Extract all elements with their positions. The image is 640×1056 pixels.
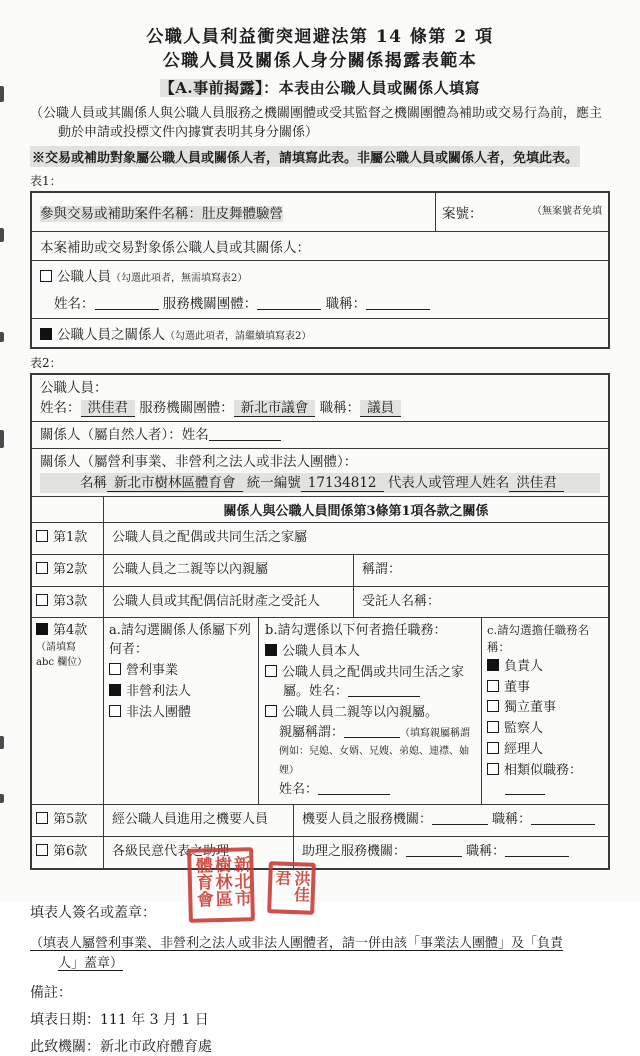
- row4-col-b: [259, 618, 482, 804]
- col-c-heading: c.請勾選擔任職務名稱：: [487, 623, 590, 655]
- table2: [30, 373, 610, 870]
- entity-uid-value: 17134812: [301, 475, 384, 492]
- row3-text: 公職人員或其配偶信託財產之受託人: [104, 587, 354, 618]
- kin-title-note: （填寫親屬稱謂例如：兒媳、女婿、兄嫂、弟媳、連襟、妯娌）: [279, 727, 471, 777]
- scan-artifact: [0, 86, 4, 102]
- scan-artifact: [0, 332, 4, 342]
- table1-case-row: [32, 193, 608, 231]
- relation-table: [32, 496, 608, 868]
- row3-no: 第3款: [53, 593, 88, 609]
- col-c-opt6-label: 相類似職務：: [504, 762, 583, 778]
- scan-artifact: [0, 794, 4, 803]
- col-c-opt2-checkbox[interactable]: [487, 680, 499, 692]
- instruction-line1: （公職人員或其關係人與公職人員服務之機關團體或受其監督之機關團體為補助或交易行為前，應主: [30, 105, 603, 121]
- col-c-opt5-label: 經理人: [504, 742, 544, 758]
- col-c-opt2-label: 董事: [504, 679, 531, 695]
- instruction-line2: 動於申請或投標文件內據實表明其身分關係）: [58, 125, 319, 141]
- row6-org-blank[interactable]: [406, 844, 462, 857]
- relation-header-empty-cell: [32, 497, 104, 522]
- related-person-checkbox[interactable]: [40, 328, 52, 340]
- row5-extra2-label: 職稱：: [492, 811, 532, 827]
- name-field-blank[interactable]: [95, 297, 159, 310]
- natural-person-name-blank[interactable]: [209, 428, 281, 441]
- col-c-opt4-checkbox[interactable]: [487, 721, 499, 733]
- col-c-opt6-blank[interactable]: [505, 782, 545, 795]
- col-b-opt3-label: 公職人員二親等以內親屬。: [282, 704, 439, 720]
- col-c-opt3-checkbox[interactable]: [487, 700, 499, 712]
- case-number-cell: [436, 193, 608, 231]
- col-a-heading: a.請勾選關係人係屬下列何者：: [109, 623, 251, 658]
- remark-label: 備註：: [30, 985, 72, 1002]
- col-c-opt5-checkbox[interactable]: [487, 742, 499, 754]
- entity-heading: 關係人（屬營利事業、非營利之法人或非法人團體）：: [40, 454, 358, 471]
- col-a-opt1-label: 營利事業: [126, 663, 179, 679]
- table1-related-option-row: [32, 318, 608, 347]
- col-b-opt2-label: 公職人員之配偶或共同生活之家屬。姓名：: [282, 665, 465, 699]
- col-b-opt1-checkbox[interactable]: [265, 644, 277, 656]
- related-option-label: 公職人員之關係人: [57, 326, 165, 343]
- row5-org-blank[interactable]: [432, 812, 488, 825]
- col-b-opt2-name-blank[interactable]: [348, 684, 420, 697]
- entity-rep-label: 代表人或管理人姓名: [387, 474, 510, 491]
- row5-extra1-label: 機要人員之服務機關：: [302, 811, 433, 827]
- official-org-value: 新北市議會: [234, 400, 316, 417]
- disclosure-type-rest: ：本表由公職人員或關係人填寫: [263, 78, 481, 97]
- row6-text: 各級民意代表之助理: [104, 837, 294, 868]
- col-c-opt1-checkbox[interactable]: [487, 659, 499, 671]
- row3-extra-label: 受託人名稱：: [362, 593, 441, 609]
- relation-header-row: [32, 497, 608, 522]
- case-name-label: 參與交易或補助案件名稱：: [40, 205, 202, 222]
- related-option-note: （勾選此項者，請繼續填寫表2）: [165, 330, 312, 342]
- organization-seal-text: 新北市樹林區體育會: [191, 854, 252, 908]
- case-number-note: （無案號者免填: [532, 205, 602, 217]
- kin-title-blank[interactable]: [344, 725, 400, 738]
- organization-seal-stamp: [187, 847, 255, 923]
- row4-col-a: [104, 618, 259, 804]
- row6-title-blank[interactable]: [505, 844, 569, 857]
- entity-name-value: 新北市樹林區體育會: [107, 475, 243, 492]
- filing-notice: ※交易或補助對象屬公職人員或關係人者，請填寫此表。非屬公職人員或關係人者，免填此表。: [30, 146, 580, 167]
- relation-header-title: 關係人與公職人員間係第3條第1項各款之關係: [223, 503, 489, 519]
- org-field-blank[interactable]: [257, 297, 321, 310]
- row4-checkbox[interactable]: [36, 623, 48, 635]
- addressed-agency-line: 此致機關：新北市政府體育處: [30, 1039, 212, 1056]
- row2-no: 第2款: [53, 561, 88, 577]
- row4-note1: （請填寫: [36, 642, 76, 654]
- title-field-label: 職稱：: [325, 295, 367, 312]
- row6-extra1-label: 助理之服務機關：: [302, 843, 407, 859]
- col-b-opt1-label: 公職人員本人: [282, 644, 361, 660]
- row1-checkbox[interactable]: [36, 530, 48, 542]
- official-option-note: （勾選此項者，無需填寫表2）: [111, 272, 248, 284]
- col-b-name-label: 姓名：: [279, 782, 319, 798]
- relation-row-2: [32, 554, 608, 586]
- signature-note-line2: 人」蓋章）: [58, 956, 124, 972]
- official-org-label: 服務機關團體：: [139, 399, 234, 416]
- row2-text: 公職人員之二親等以內親屬: [104, 555, 354, 586]
- col-a-opt3-label: 非法人團體: [126, 704, 192, 720]
- row1-no: 第1款: [53, 529, 88, 545]
- col-c-opt4-label: 監察人: [504, 721, 544, 737]
- col-a-opt1-checkbox[interactable]: [109, 663, 121, 675]
- relation-row-5: [32, 804, 608, 836]
- row2-checkbox[interactable]: [36, 562, 48, 574]
- entity-section: [32, 448, 608, 496]
- natural-person-label: 關係人（屬自然人者）：姓名: [40, 427, 209, 444]
- col-c-opt3-label: 獨立董事: [504, 700, 557, 716]
- row6-no: 第6款: [53, 843, 88, 859]
- signature-label: 填表人簽名或蓋章：: [30, 904, 156, 921]
- instruction-paren-note: [30, 104, 610, 143]
- row5-text: 經公職人員進用之機要人員: [104, 805, 294, 836]
- natural-person-section: [32, 421, 608, 448]
- col-c-opt6-checkbox[interactable]: [487, 763, 499, 775]
- official-info-line: [40, 398, 600, 418]
- official-option-label: 公職人員: [57, 268, 111, 285]
- official-fields-line: [40, 292, 600, 312]
- row1-text: 公職人員之配偶或共同生活之家屬: [112, 529, 308, 545]
- fill-date-line: 填表日期：111 年 3 月 1 日: [30, 1012, 209, 1029]
- col-b-opt3-checkbox[interactable]: [265, 705, 277, 717]
- relation-row-3: [32, 586, 608, 618]
- col-a-opt2-label: 非營利法人: [126, 683, 192, 699]
- official-heading: 公職人員：: [40, 379, 108, 396]
- table1: [30, 191, 610, 349]
- official-name-value: 洪佳君: [81, 400, 136, 417]
- official-title-value: 議員: [360, 400, 401, 417]
- form-footer: [30, 854, 610, 1056]
- signature-note: [30, 934, 610, 976]
- table2-label: 表2：: [30, 355, 62, 370]
- personal-seal-stamp: [267, 861, 316, 915]
- col-a-opt3-checkbox[interactable]: [109, 705, 121, 717]
- doc-subtitle: [30, 77, 610, 98]
- title-field-blank[interactable]: [366, 297, 430, 310]
- table1-target-row: 本案補助或交易對象係公職人員或其關係人：: [32, 231, 608, 260]
- row4-note2: abc 欄位）: [36, 656, 88, 668]
- name-field-label: 姓名：: [54, 295, 95, 312]
- row4-no: 第4款: [53, 623, 88, 639]
- row6-checkbox[interactable]: [36, 844, 48, 856]
- doc-title-line1: 公職人員利益衝突迴避法第 14 條第 2 項: [146, 27, 494, 47]
- relation-row-1: [32, 522, 608, 554]
- disclosure-type-tag: 【A.事前揭露】: [159, 78, 264, 97]
- case-name-cell: [32, 193, 436, 231]
- row6-extra2-label: 職稱：: [466, 843, 506, 859]
- row5-no: 第5款: [53, 811, 88, 827]
- row3-checkbox[interactable]: [36, 594, 48, 606]
- entity-rep-value: 洪佳君: [509, 475, 564, 492]
- official-option-line: [40, 265, 600, 285]
- scan-artifact: [0, 736, 4, 749]
- table1-official-option-row: [32, 260, 608, 318]
- row5-title-blank[interactable]: [531, 812, 595, 825]
- relation-row-6: [32, 836, 608, 868]
- col-c-opt1-label: 負責人: [504, 658, 544, 674]
- col-b-heading: b.請勾選係以下何者擔任職務：: [265, 623, 447, 639]
- case-name-value: 肚皮舞體驗營: [202, 205, 283, 222]
- signature-note-line1: （填表人屬營利事業、非營利之法人或非法人團體者，請一併由該「事業法人團體」及「負責: [30, 935, 564, 951]
- official-checkbox[interactable]: [40, 270, 52, 282]
- scan-artifact: [0, 430, 4, 448]
- official-name-label: 姓名：: [40, 399, 81, 416]
- case-number-label: 案號：: [442, 205, 483, 222]
- table1-label: 表1：: [30, 173, 62, 188]
- row2-extra-label: 稱謂：: [362, 561, 402, 577]
- relation-row-4: [32, 617, 608, 804]
- entity-uid-label: 統一編號: [246, 474, 301, 491]
- kin-title-label: 親屬稱謂：: [279, 724, 345, 740]
- col-b-opt2-checkbox[interactable]: [265, 665, 277, 677]
- entity-info-line: [40, 473, 600, 493]
- doc-title-line2: 公職人員及關係人身分關係揭露表範本: [162, 50, 478, 71]
- official-title-label: 職稱：: [319, 399, 361, 416]
- personal-seal-text: 洪佳君: [272, 868, 312, 902]
- row4-col-c: [482, 618, 608, 804]
- row5-checkbox[interactable]: [36, 812, 48, 824]
- official-info-section: [32, 375, 608, 422]
- entity-name-label: 名稱: [80, 474, 107, 491]
- col-a-opt2-checkbox[interactable]: [109, 684, 121, 696]
- signature-row: [30, 854, 610, 924]
- scan-artifact: [0, 228, 4, 242]
- col-b-name-blank[interactable]: [318, 782, 390, 795]
- org-field-label: 服務機關團體：: [162, 295, 258, 312]
